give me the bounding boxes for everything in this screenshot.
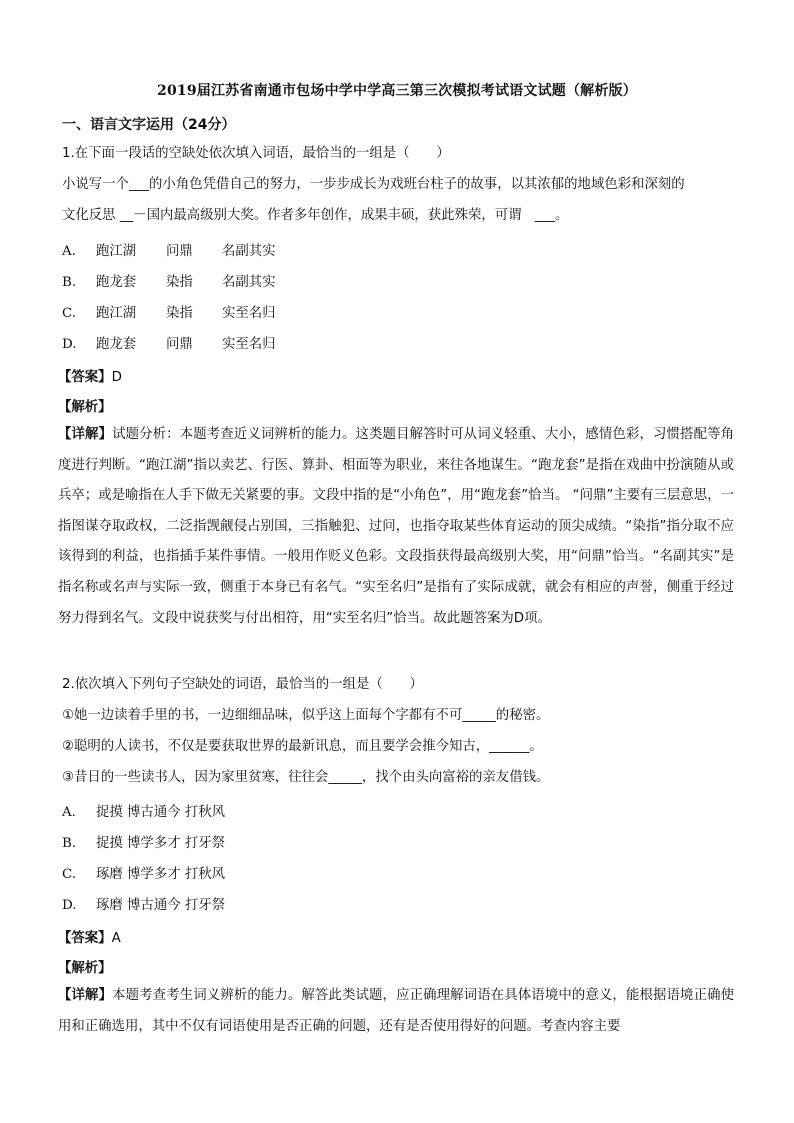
option-text: 捉摸 博学多才 打牙祭 [96, 836, 226, 851]
option-word-2: 染指 [166, 306, 193, 321]
option-word-3: 名副其实 [222, 275, 276, 290]
q1-stem: 1.在下面一段话的空缺处依次填入词语，最恰当的一组是（ ） [62, 146, 450, 161]
q1-analysis-label: 【解析】 [58, 400, 112, 415]
detail-text: 本题考查考生词义辨析的能力。解答此类试题，应正确理解词语在具体语境中的意义，能根据语境正确使用和正确选用，其中不仅有词语使用是否正确的问题，还有是否使用得好的问题。考查内容主要 [58, 988, 734, 1034]
q2-option-a [62, 801, 225, 820]
q2-sentence-2: ②聪明的人读书，不仅是要获取世界的最新讯息，而且要学会推今知古，______。 [62, 739, 543, 754]
q2-sentence-3: ③昔日的一些读书人，因为家里贫寒，往往会_____，找个由头向富裕的亲友借钱。 [62, 770, 550, 785]
q1-option-c [62, 302, 302, 321]
option-key: D. [62, 337, 77, 352]
option-word-3: 名副其实 [222, 244, 276, 259]
q2-answer [58, 927, 121, 946]
q1-answer [58, 366, 122, 385]
answer-label: 【答案】 [58, 370, 112, 385]
q1-option-b [62, 271, 302, 290]
option-key: C. [62, 867, 77, 882]
detail-label: 【详解】 [58, 988, 113, 1003]
q1-passage-line-2: 文化反思 __－国内最高级别大奖。作者多年创作，成果丰硕，获此殊荣，可谓 ___。 [62, 208, 569, 223]
q2-detail [58, 981, 734, 1042]
option-key: B. [62, 836, 77, 851]
option-word-2: 问鼎 [166, 337, 193, 352]
option-text: 琢磨 博古通今 打牙祭 [96, 898, 226, 913]
answer-value: D [111, 370, 122, 385]
page-title: 2019届江苏省南通市包场中学中学高三第三次模拟考试语文试题（解析版） [157, 83, 637, 99]
answer-value: A [111, 931, 121, 946]
option-word-1: 跑龙套 [96, 275, 137, 290]
option-key: C. [62, 306, 77, 321]
option-word-1: 跑江湖 [96, 306, 137, 321]
q1-option-a [62, 240, 302, 259]
option-word-1: 跑龙套 [96, 337, 137, 352]
option-key: D. [62, 898, 77, 913]
q2-sentence-1: ①她一边读着手里的书，一边细细品味，似乎这上面每个字都有不可_____的秘密。 [62, 708, 550, 723]
q2-option-b [62, 832, 225, 851]
answer-label: 【答案】 [58, 931, 112, 946]
q2-option-c [62, 863, 225, 882]
section-heading: 一、语言文字运用（24分） [62, 117, 236, 133]
q2-stem: 2.依次填入下列句子空缺处的词语，最恰当的一组是（ ） [62, 677, 423, 692]
option-word-2: 问鼎 [166, 244, 193, 259]
option-key: B. [62, 275, 77, 290]
q2-option-d [62, 894, 225, 913]
option-word-1: 跑江湖 [96, 244, 137, 259]
detail-text: 试题分析：本题考查近义词辨析的能力。这类题目解答时可从词义轻重、大小，感情色彩，习惯搭配等角度进行判断。“跑江湖”指以卖艺、行医、算卦、相面等为职业，来往各地谋生。“跑龙套”是指在戏曲中扮演随从或兵卒；或是喻指在人手下做无关紧要的事。文段中指的是“小角色”，用“跑龙套”恰当。 “问鼎”主要有三层意思，一指图谋夺取政权，二泛指觊觎侵占别国，三指触犯、过问，也指夺取某些体育运动的顶尖成绩。“染指”指分取不应该得到的利益，也指插手某件事情。一般用作贬义色彩。文段指获得最高级别大奖，用“问鼎”恰当。“名副其实”是指名称或名声与实际一致，侧重于本身已有名气。“实至名归”是指有了实际成就，就会有相应的声誉，侧重于经过努力得到名气。文段中说获奖与付出相符，用“实至名归”恰当。故此题答案为D项。 [58, 427, 734, 626]
option-word-2: 染指 [166, 275, 193, 290]
detail-label: 【详解】 [58, 427, 113, 442]
option-key: A. [62, 244, 76, 259]
option-text: 捉摸 博古通今 打秋风 [96, 805, 226, 820]
option-key: A. [62, 805, 76, 820]
q2-analysis-label: 【解析】 [58, 961, 112, 976]
q1-option-d [62, 333, 302, 352]
q1-passage-line-1: 小说写一个___的小角色凭借自己的努力，一步步成长为戏班台柱子的故事，以其浓郁的地域色彩和深刻的 [62, 177, 685, 192]
q1-detail [58, 420, 734, 634]
option-text: 琢磨 博学多才 打秋风 [96, 867, 226, 882]
option-word-3: 实至名归 [222, 306, 276, 321]
option-word-3: 实至名归 [222, 337, 276, 352]
